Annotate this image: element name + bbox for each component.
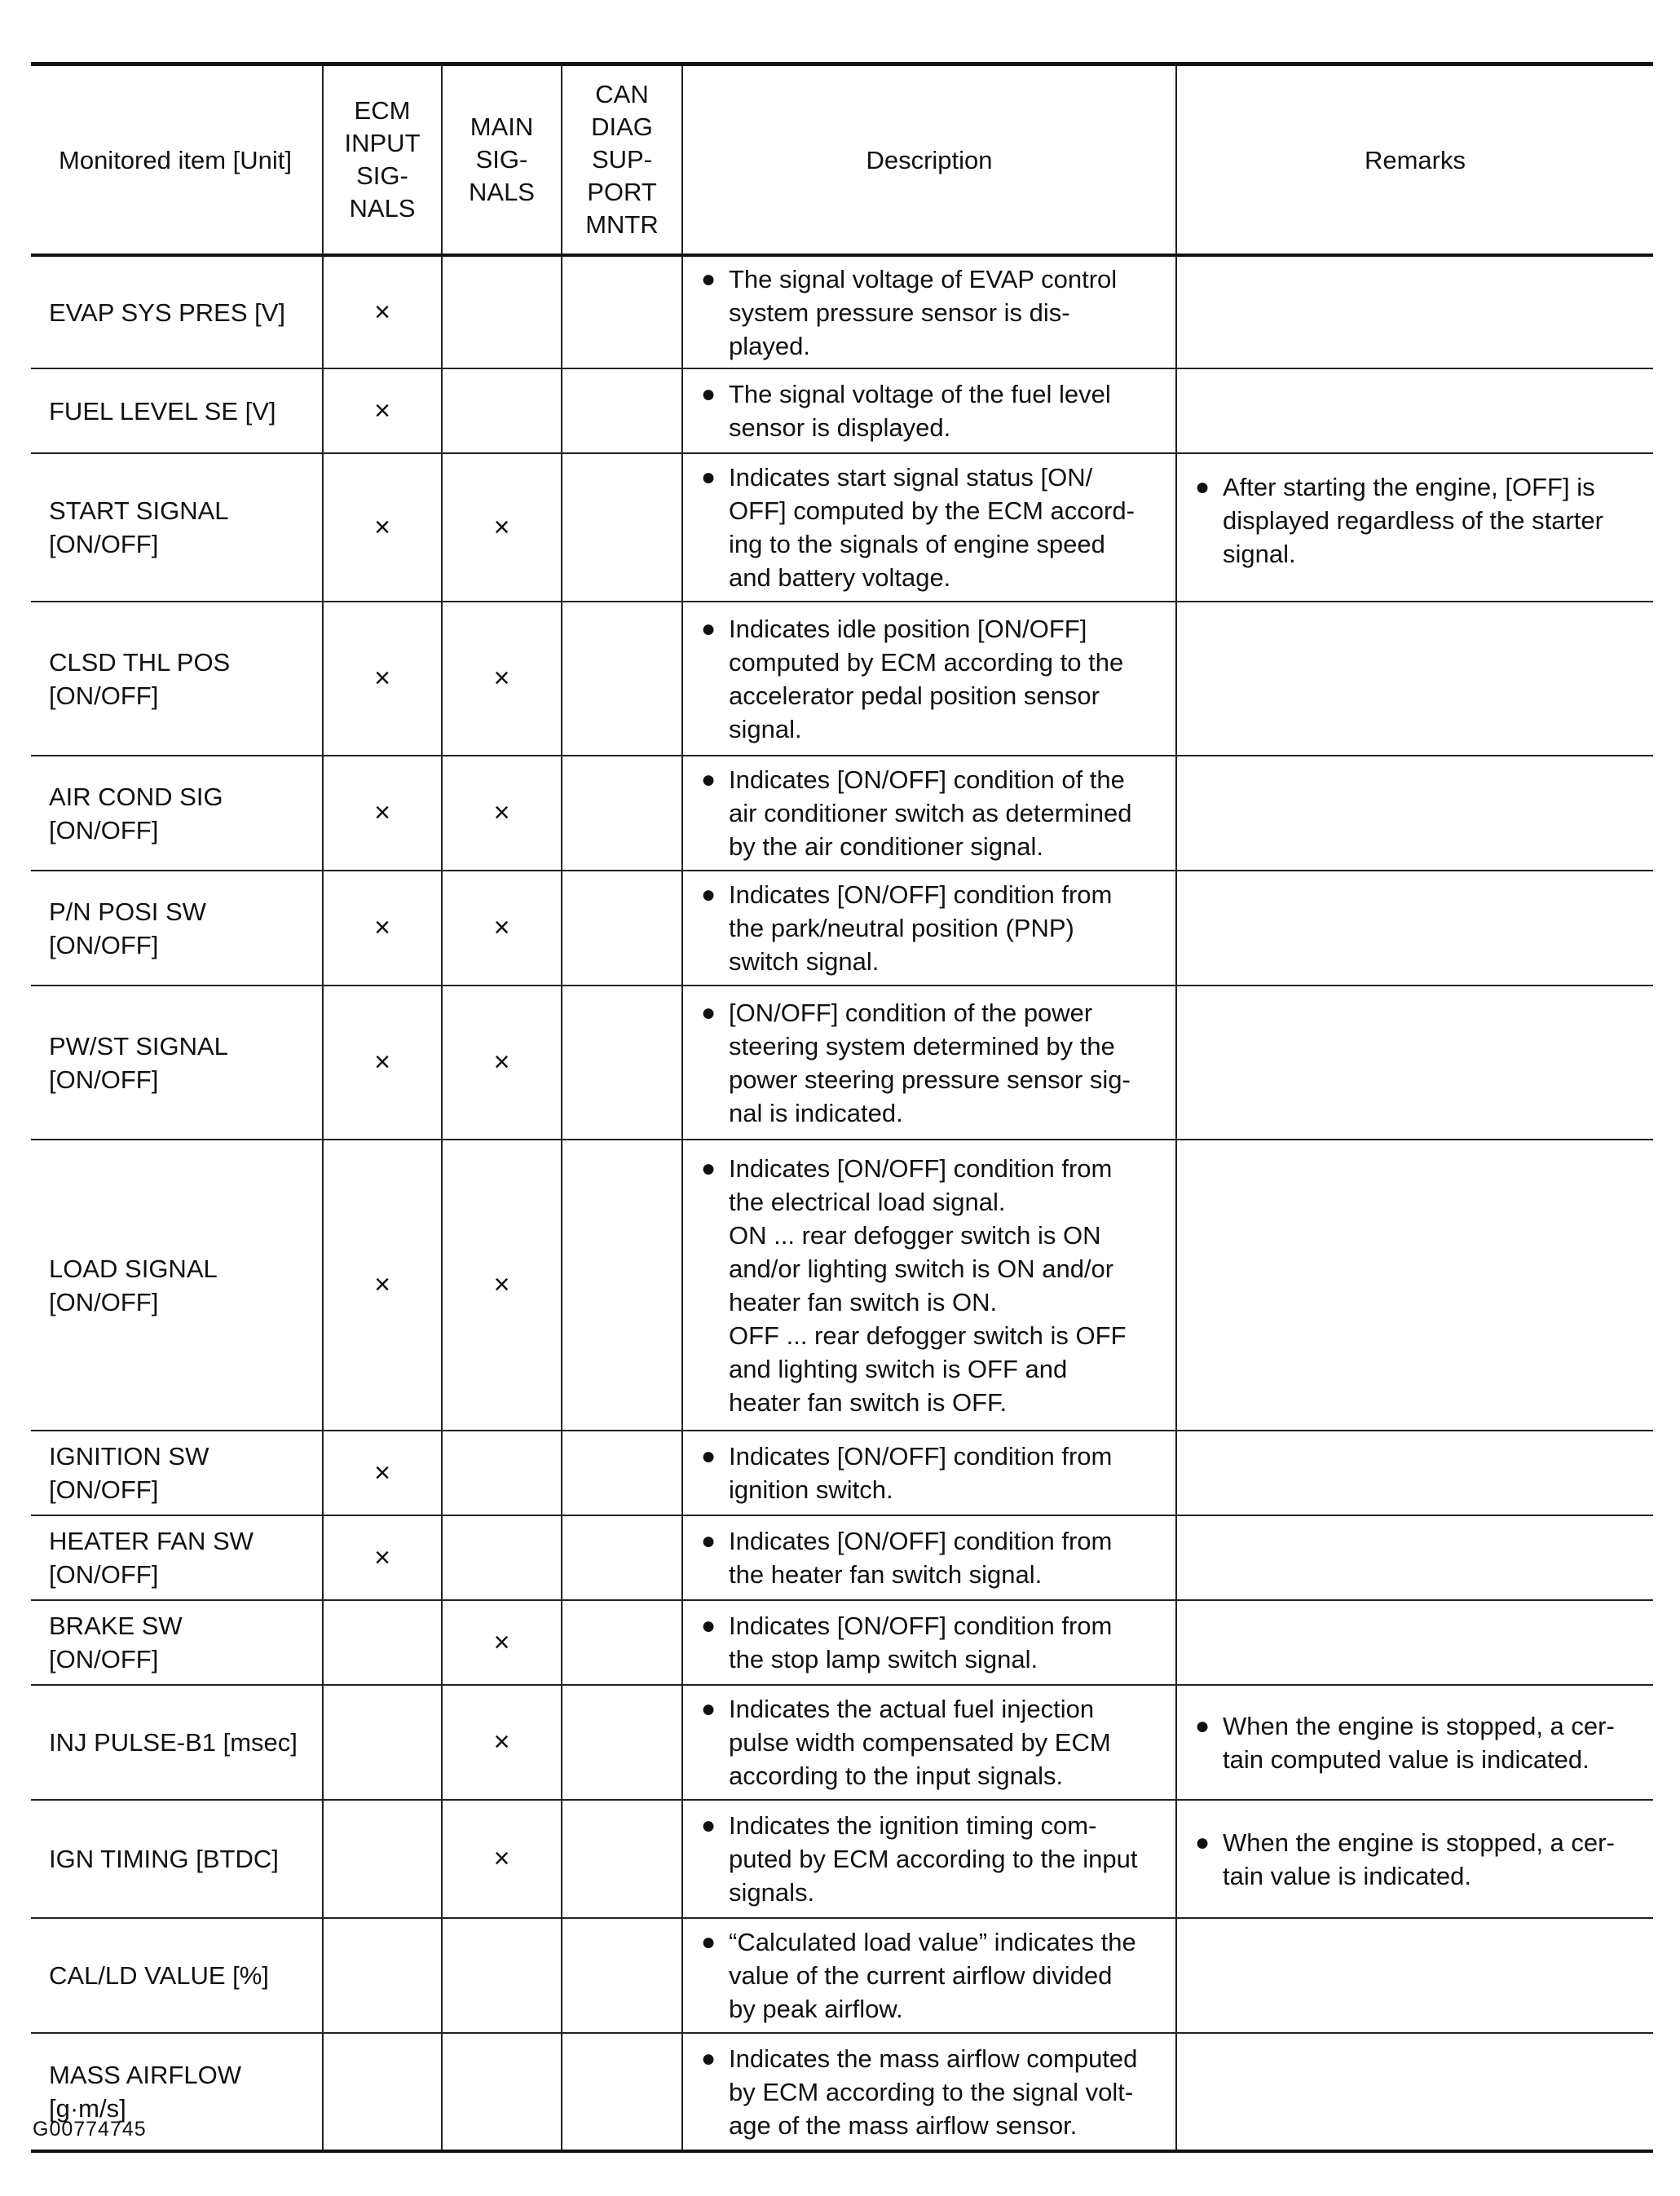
remarks-cell — [1176, 1918, 1653, 2033]
remarks-cell-text: When the engine is stopped, a cer- tain computed value is indicated. — [1223, 1711, 1615, 1774]
can-diag-support-mark — [562, 1685, 682, 1800]
remarks-cell — [1176, 1800, 1653, 1918]
ecm-input-signal-mark — [323, 1800, 442, 1918]
can-diag-support-mark — [562, 2033, 682, 2151]
can-diag-support-mark — [562, 1800, 682, 1918]
can-diag-support-mark — [562, 368, 682, 453]
can-diag-support-mark — [562, 453, 682, 602]
header-remarks: Remarks — [1176, 64, 1653, 256]
ecm-input-signal-mark: × — [323, 1431, 442, 1515]
main-signal-mark: × — [442, 756, 562, 871]
table-row — [31, 756, 1653, 871]
monitored-item-label: START SIGNAL [ON/OFF] — [49, 496, 229, 558]
monitored-item-label: HEATER FAN SW [ON/OFF] — [49, 1527, 254, 1589]
can-diag-support-mark — [562, 1515, 682, 1600]
monitored-item-label: CAL/LD VALUE [%] — [49, 1961, 269, 1990]
bullet-icon: ● — [701, 999, 717, 1026]
main-signal-mark: × — [442, 871, 562, 986]
description-cell — [682, 1600, 1176, 1685]
description-cell-text: Indicates [ON/OFF] condition from the electrical load signal. ON ... rear defogger switch is ON and/or lighting switch is ON and/or heater fan switch is ON. OFF ... rear defogger switch is OFF and lighting switch is OFF and heater fan switch is OFF. — [729, 1153, 1127, 1417]
remarks-cell — [1176, 871, 1653, 986]
bullet-icon: ● — [701, 766, 717, 793]
description-cell-bullet-line — [701, 1925, 1166, 2026]
header-monitored-item: Monitored item [Unit] — [31, 64, 323, 256]
monitored-item-label: BRAKE SW [ON/OFF] — [49, 1612, 183, 1673]
bullet-icon: ● — [701, 1528, 717, 1554]
description-cell — [682, 1515, 1176, 1600]
main-signal-mark — [442, 2033, 562, 2151]
description-cell-text: “Calculated load value” indicates the value of the current airflow divided by peak airflow. — [729, 1928, 1136, 2023]
monitored-item-cell — [31, 1600, 323, 1685]
main-signal-mark: × — [442, 1600, 562, 1685]
ecm-input-signal-mark — [323, 1600, 442, 1685]
description-cell — [682, 1800, 1176, 1918]
description-cell — [682, 368, 1176, 453]
description-cell-text: Indicates [ON/OFF] condition of the air conditioner switch as determined by the air conditioner signal. — [729, 765, 1132, 861]
bullet-icon: ● — [701, 464, 717, 491]
main-signal-mark — [442, 1515, 562, 1600]
ecm-input-signal-mark: × — [323, 602, 442, 756]
description-cell — [682, 1431, 1176, 1515]
figure-code: G00774745 — [33, 2118, 147, 2141]
remarks-cell — [1176, 986, 1653, 1140]
remarks-cell-text: After starting the engine, [OFF] is displayed regardless of the starter signal. — [1223, 473, 1603, 568]
ecm-input-signal-mark — [323, 1918, 442, 2033]
remarks-cell — [1176, 602, 1653, 756]
description-cell-bullet-line — [701, 1609, 1166, 1676]
ecm-input-signal-mark: × — [323, 756, 442, 871]
table-row — [31, 1918, 1653, 2033]
can-diag-support-mark — [562, 255, 682, 368]
monitored-item-label: AIR COND SIG [ON/OFF] — [49, 782, 223, 844]
description-cell-bullet-line — [701, 1692, 1166, 1793]
description-cell-text: Indicates idle position [ON/OFF] computed by ECM according to the accelerator pedal position sensor signal. — [729, 614, 1124, 743]
monitored-item-cell — [31, 1918, 323, 2033]
description-cell — [682, 871, 1176, 986]
bullet-icon: ● — [701, 2044, 717, 2072]
description-cell — [682, 2033, 1176, 2151]
monitored-item-label: PW/ST SIGNAL [ON/OFF] — [49, 1031, 228, 1094]
can-diag-support-mark — [562, 602, 682, 756]
bullet-icon: ● — [701, 1612, 717, 1639]
ecm-input-signal-mark — [323, 1685, 442, 1800]
remarks-cell-bullet-line — [1195, 470, 1643, 571]
remarks-cell-bullet-line — [1195, 1709, 1643, 1776]
description-cell-bullet-line — [701, 1440, 1166, 1506]
table-row — [31, 1600, 1653, 1685]
table-row — [31, 871, 1653, 986]
bullet-icon: ● — [1195, 1712, 1210, 1740]
description-cell-text: Indicates the mass airflow computed by ECM according to the signal volt- age of the mass airflow sensor. — [729, 2044, 1138, 2140]
remarks-cell — [1176, 1515, 1653, 1600]
description-cell-bullet-line — [701, 262, 1166, 363]
main-signal-mark: × — [442, 1800, 562, 1918]
can-diag-support-mark — [562, 756, 682, 871]
bullet-icon: ● — [701, 265, 717, 293]
bullet-icon: ● — [701, 1929, 717, 1956]
bullet-icon: ● — [701, 1696, 717, 1722]
ecm-input-signal-mark: × — [323, 1140, 442, 1431]
description-cell-text: Indicates [ON/OFF] condition from the heater fan switch signal. — [729, 1527, 1113, 1589]
main-signal-mark — [442, 255, 562, 368]
monitored-item-cell — [31, 986, 323, 1140]
description-cell-text: Indicates [ON/OFF] condition from the park/neutral position (PNP) switch signal. — [729, 880, 1113, 976]
monitored-item-label: EVAP SYS PRES [V] — [49, 298, 286, 327]
description-cell — [682, 1685, 1176, 1800]
description-cell-bullet-line — [701, 878, 1166, 978]
remarks-cell — [1176, 2033, 1653, 2151]
table-row — [31, 1515, 1653, 1600]
remarks-cell — [1176, 1140, 1653, 1431]
table-row — [31, 1140, 1653, 1431]
monitored-item-label: FUEL LEVEL SE [V] — [49, 396, 276, 426]
header-description: Description — [682, 64, 1176, 256]
remarks-cell — [1176, 453, 1653, 602]
monitored-item-label: LOAD SIGNAL [ON/OFF] — [49, 1254, 218, 1316]
description-cell-bullet-line — [701, 996, 1166, 1130]
monitored-item-cell — [31, 1800, 323, 1918]
description-cell-bullet-line — [701, 1524, 1166, 1591]
remarks-cell — [1176, 756, 1653, 871]
monitored-item-cell — [31, 871, 323, 986]
bullet-icon: ● — [701, 381, 717, 408]
main-signal-mark — [442, 368, 562, 453]
bullet-icon: ● — [701, 1812, 717, 1839]
ecm-input-signal-mark: × — [323, 986, 442, 1140]
header-can-diag-support-monitor: CAN DIAG SUP- PORT MNTR — [562, 64, 682, 256]
monitor-item-table — [31, 62, 1653, 2153]
monitored-item-label: MASS AIRFLOW [g·m/s] — [49, 2061, 241, 2123]
bullet-icon: ● — [1195, 1828, 1210, 1856]
table-row — [31, 453, 1653, 602]
ecm-input-signal-mark: × — [323, 453, 442, 602]
table-row — [31, 2033, 1653, 2151]
monitored-item-cell — [31, 1515, 323, 1600]
description-cell — [682, 1918, 1176, 2033]
table-row — [31, 255, 1653, 368]
can-diag-support-mark — [562, 1431, 682, 1515]
ecm-input-signal-mark: × — [323, 1515, 442, 1600]
description-cell-text: The signal voltage of the fuel level sensor is displayed. — [729, 380, 1111, 442]
description-cell-text: Indicates start signal status [ON/ OFF] computed by the ECM accord- ing to the signals of engine speed and battery voltage. — [729, 463, 1135, 592]
description-cell-text: Indicates the actual fuel injection pulse width compensated by ECM according to the input signals. — [729, 1695, 1111, 1790]
can-diag-support-mark — [562, 1918, 682, 2033]
description-cell-text: Indicates [ON/OFF] condition from the stop lamp switch signal. — [729, 1612, 1113, 1673]
monitored-item-cell — [31, 368, 323, 453]
table-row — [31, 1685, 1653, 1800]
can-diag-support-mark — [562, 871, 682, 986]
monitored-item-cell — [31, 756, 323, 871]
ecm-input-signal-mark — [323, 2033, 442, 2151]
description-cell — [682, 756, 1176, 871]
table-row — [31, 1800, 1653, 1918]
main-signal-mark: × — [442, 453, 562, 602]
description-cell-bullet-line — [701, 1152, 1166, 1419]
description-cell — [682, 602, 1176, 756]
can-diag-support-mark — [562, 1600, 682, 1685]
ecm-input-signal-mark: × — [323, 255, 442, 368]
monitored-item-label: P/N POSI SW [ON/OFF] — [49, 897, 206, 959]
bullet-icon: ● — [701, 881, 717, 908]
description-cell — [682, 986, 1176, 1140]
ecm-input-signal-mark: × — [323, 871, 442, 986]
monitored-item-label: CLSD THL POS [ON/OFF] — [49, 647, 231, 710]
description-cell-bullet-line — [701, 763, 1166, 863]
remarks-cell — [1176, 368, 1653, 453]
description-cell-bullet-line — [701, 1809, 1166, 1909]
monitored-item-cell — [31, 1140, 323, 1431]
description-cell — [682, 453, 1176, 602]
remarks-cell — [1176, 1600, 1653, 1685]
monitored-item-label: IGN TIMING [BTDC] — [49, 1845, 279, 1873]
table-row — [31, 602, 1653, 756]
monitored-item-label: IGNITION SW [ON/OFF] — [49, 1442, 209, 1504]
remarks-cell — [1176, 1685, 1653, 1800]
main-signal-mark: × — [442, 602, 562, 756]
description-cell-bullet-line — [701, 2042, 1166, 2142]
ecm-input-signal-mark: × — [323, 368, 442, 453]
monitored-item-cell — [31, 602, 323, 756]
table-row — [31, 368, 1653, 453]
remarks-cell — [1176, 1431, 1653, 1515]
monitored-item-cell — [31, 1685, 323, 1800]
can-diag-support-mark — [562, 986, 682, 1140]
description-cell — [682, 255, 1176, 368]
main-signal-mark: × — [442, 1685, 562, 1800]
table-body — [31, 255, 1653, 2151]
main-signal-mark — [442, 1918, 562, 2033]
description-cell-bullet-line — [701, 461, 1166, 594]
remarks-cell-bullet-line — [1195, 1826, 1643, 1893]
description-cell-text: Indicates the ignition timing com- puted by ECM according to the input signals. — [729, 1811, 1138, 1907]
monitored-item-cell — [31, 255, 323, 368]
bullet-icon: ● — [701, 1154, 717, 1182]
table-header-row — [31, 64, 1653, 256]
description-cell-bullet-line — [701, 377, 1166, 444]
main-signal-mark: × — [442, 986, 562, 1140]
header-ecm-input-signals: ECM INPUT SIG- NALS — [323, 64, 442, 256]
description-cell-text: [ON/OFF] condition of the power steering system determined by the power steering pressure sensor sig- nal is indicated. — [729, 998, 1131, 1127]
monitored-item-cell — [31, 1431, 323, 1515]
main-signal-mark — [442, 1431, 562, 1515]
description-cell — [682, 1140, 1176, 1431]
can-diag-support-mark — [562, 1140, 682, 1431]
monitored-item-label: INJ PULSE-B1 [msec] — [49, 1728, 298, 1757]
monitored-item-cell — [31, 453, 323, 602]
bullet-icon: ● — [701, 1443, 717, 1470]
table-row — [31, 1431, 1653, 1515]
remarks-cell — [1176, 255, 1653, 368]
bullet-icon: ● — [1195, 474, 1210, 500]
bullet-icon: ● — [701, 615, 717, 642]
description-cell-text: Indicates [ON/OFF] condition from ignition switch. — [729, 1442, 1113, 1504]
description-cell-bullet-line — [701, 612, 1166, 746]
description-cell-text: The signal voltage of EVAP control system pressure sensor is dis- played. — [729, 264, 1118, 360]
main-signal-mark: × — [442, 1140, 562, 1431]
header-main-signals: MAIN SIG- NALS — [442, 64, 562, 256]
table-row — [31, 986, 1653, 1140]
remarks-cell-text: When the engine is stopped, a cer- tain value is indicated. — [1223, 1828, 1615, 1890]
